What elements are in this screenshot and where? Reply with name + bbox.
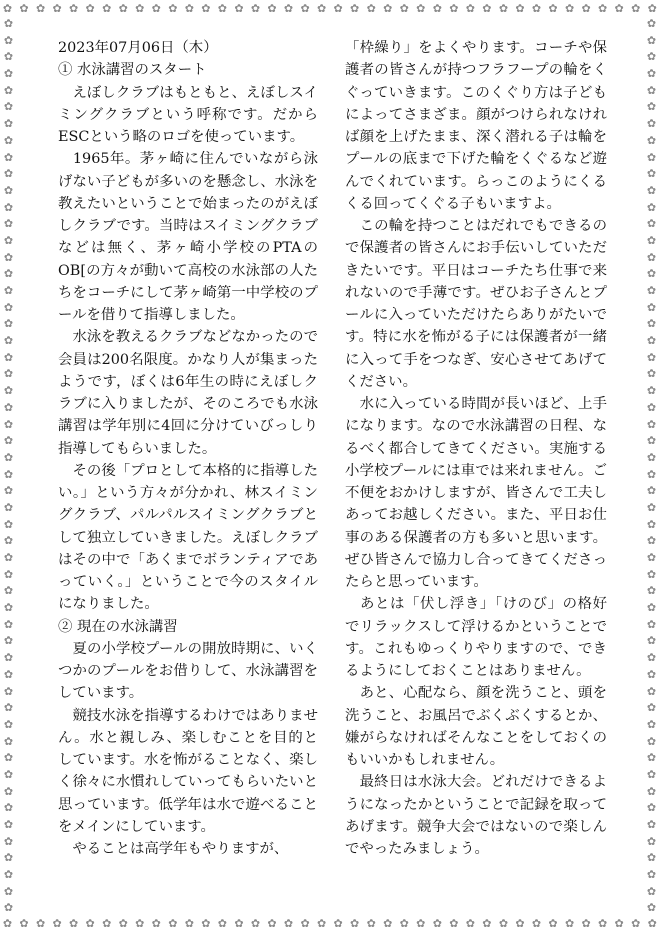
flower-icon: ✿	[201, 2, 211, 15]
flower-icon: ✿	[646, 367, 657, 381]
flower-icon: ✿	[581, 917, 591, 930]
flower-icon: ✿	[614, 2, 624, 15]
flower-icon: ✿	[3, 17, 14, 30]
flower-icon: ✿	[646, 434, 657, 448]
flower-icon: ✿	[3, 584, 14, 598]
flower-icon: ✿	[3, 167, 14, 181]
flower-icon: ✿	[3, 33, 14, 47]
flower-icon: ✿	[383, 2, 393, 15]
flower-icon: ✿	[3, 217, 14, 231]
flower-icon: ✿	[3, 851, 14, 865]
flower-icon: ✿	[646, 250, 657, 264]
flower-icon: ✿	[646, 300, 657, 314]
paragraph: 水に入っている時間が長いほど、上手になります。なので水泳講習の日程、なるべく都合してきてください。実施する小学校プールには車では来れません。ご不便をおかけしますが、皆さんで工夫しあってお越しください。また、平日お仕事のある保護者の方も多いと思います。ぜひ皆さんで協力し合ってきてくださったらと思っています。	[345, 396, 607, 590]
flower-icon: ✿	[118, 2, 128, 15]
flower-icon: ✿	[432, 2, 442, 15]
flower-icon: ✿	[646, 868, 657, 882]
flower-icon: ✿	[3, 801, 14, 815]
flower-icon: ✿	[482, 2, 492, 15]
flower-icon: ✿	[3, 634, 14, 648]
flower-icon: ✿	[646, 267, 657, 281]
paragraph: あと、心配なら、顔を洗うこと、頭を洗うこと、お風呂でぶくぶくするとか、嫌がらなければそんなことをしておくのもいいかもしれません。	[345, 685, 607, 768]
flower-icon: ✿	[515, 2, 525, 15]
paragraph: やることは高学年もやりますが、	[58, 841, 289, 857]
flower-icon: ✿	[19, 917, 29, 930]
flower-icon: ✿	[564, 2, 575, 15]
flower-icon: ✿	[646, 467, 657, 481]
flower-icon: ✿	[416, 917, 426, 930]
flower-icon: ✿	[3, 767, 14, 781]
flower-icon: ✿	[217, 2, 228, 15]
flower-icon: ✿	[3, 250, 14, 264]
flower-icon: ✿	[646, 517, 657, 531]
flower-icon: ✿	[3, 868, 14, 882]
flower-icon: ✿	[85, 917, 95, 930]
flower-icon: ✿	[3, 367, 14, 381]
flower-icon: ✿	[646, 601, 657, 615]
flower-icon: ✿	[3, 267, 14, 281]
flower-icon: ✿	[300, 917, 310, 930]
flower-icon: ✿	[432, 917, 442, 930]
flower-icon: ✿	[3, 517, 14, 531]
flower-icon: ✿	[482, 917, 492, 930]
flower-icon: ✿	[250, 2, 261, 15]
flower-icon: ✿	[3, 100, 14, 114]
flower-icon: ✿	[646, 767, 657, 781]
flower-icon: ✿	[35, 2, 46, 15]
flower-icon: ✿	[283, 2, 294, 15]
flower-icon: ✿	[102, 917, 112, 930]
flower-icon: ✿	[217, 917, 228, 930]
flower-icon: ✿	[3, 484, 14, 498]
flower-icon: ✿	[3, 834, 14, 848]
flower-icon: ✿	[350, 917, 360, 930]
flower-icon: ✿	[250, 917, 261, 930]
flower-icon: ✿	[383, 917, 393, 930]
flower-icon: ✿	[646, 834, 657, 848]
flower-icon: ✿	[3, 551, 14, 564]
flower-icon: ✿	[646, 100, 657, 114]
flower-icon: ✿	[3, 617, 14, 631]
flower-icon: ✿	[3, 434, 14, 448]
flower-icon: ✿	[646, 117, 657, 131]
flower-icon: ✿	[646, 17, 657, 30]
flower-icon: ✿	[647, 2, 657, 15]
flower-icon: ✿	[3, 317, 14, 331]
flower-icon: ✿	[646, 617, 657, 631]
flower-icon: ✿	[3, 150, 14, 164]
flower-icon: ✿	[631, 2, 641, 15]
flower-icon: ✿	[135, 917, 145, 930]
flower-icon: ✿	[102, 2, 112, 15]
flower-icon: ✿	[646, 751, 657, 765]
flower-icon: ✿	[646, 584, 657, 598]
flower-icon: ✿	[646, 183, 657, 197]
flower-icon: ✿	[69, 2, 79, 15]
flower-icon: ✿	[548, 917, 558, 930]
flower-icon: ✿	[646, 200, 657, 214]
flower-icon: ✿	[3, 784, 14, 798]
flower-icon: ✿	[598, 917, 608, 930]
flower-icon: ✿	[300, 2, 310, 15]
flower-icon: ✿	[646, 651, 657, 665]
flower-icon: ✿	[416, 2, 426, 15]
flower-icon: ✿	[3, 117, 14, 131]
flower-icon: ✿	[168, 917, 178, 930]
flower-icon: ✿	[531, 2, 542, 15]
flower-icon: ✿	[267, 2, 277, 15]
flower-icon: ✿	[646, 233, 657, 247]
flower-icon: ✿	[3, 300, 14, 314]
flower-icon: ✿	[3, 884, 14, 898]
flower-icon: ✿	[3, 400, 14, 414]
flower-icon: ✿	[646, 884, 657, 898]
flower-icon: ✿	[35, 917, 46, 930]
flower-icon: ✿	[646, 717, 657, 731]
flower-icon: ✿	[564, 917, 575, 930]
flower-icon: ✿	[3, 284, 14, 297]
flower-icon: ✿	[201, 917, 211, 930]
flower-icon: ✿	[366, 917, 376, 930]
flower-icon: ✿	[646, 334, 657, 348]
paragraph: 1965年。茅ヶ崎に住んでいながら泳げない子どもが多いのを懸念し、水泳を教えたいということで始まったのがえぼしクラブです。当時はスイミングクラブなどは無く、茅ヶ崎小学校のPTAのOB[の方々が動いて高校の水泳部の人たちをコーチにして茅ヶ崎第一中学校のプールを借りて指導しました。	[58, 151, 318, 323]
flower-icon: ✿	[234, 2, 244, 15]
flower-icon: ✿	[3, 717, 14, 731]
section-heading: ① 水泳講習のスタート	[58, 62, 207, 79]
flower-icon: ✿	[646, 167, 657, 181]
flower-icon: ✿	[3, 183, 14, 197]
flower-icon: ✿	[3, 417, 14, 431]
flower-icon: ✿	[581, 2, 591, 15]
paragraph: えぼしクラブはもともと、えぼしスイミングクラブという呼称です。だからESCという略のロゴを使っています。	[58, 84, 318, 145]
flower-icon: ✿	[631, 917, 641, 930]
flower-icon: ✿	[646, 851, 657, 865]
flower-icon: ✿	[449, 2, 459, 15]
flower-icon: ✿	[647, 917, 657, 930]
flower-icon: ✿	[3, 901, 14, 915]
flower-icon: ✿	[498, 2, 509, 15]
flower-icon: ✿	[2, 917, 13, 930]
flower-icon: ✿	[3, 751, 14, 765]
document-date: 2023年07月06日（木）	[58, 40, 218, 56]
flower-icon: ✿	[3, 233, 14, 247]
flower-icon: ✿	[3, 384, 14, 398]
flower-icon: ✿	[614, 917, 624, 930]
flower-icon: ✿	[3, 50, 14, 64]
flower-icon: ✿	[234, 917, 244, 930]
flower-icon: ✿	[316, 917, 327, 930]
right-column	[345, 37, 607, 860]
flower-icon: ✿	[646, 567, 657, 581]
flower-icon: ✿	[52, 917, 62, 930]
flower-icon: ✿	[3, 467, 14, 481]
paragraph: 競技水泳を指導するわけではありません。水と親しみ、楽しむことを目的としています。水を怖がることなく、楽しく徐々に水慣れしていってもらいたいと思っています。低学年は水で遊べることをメインにしています。	[58, 707, 318, 835]
paragraph: 「枠繰り」をよくやります。コーチや保護者の皆さんが持つフラフープの輪をくぐっていきます。このくぐり方は子どもによってさまざま。顔がつけられなければ顔を上げたまま、深く潜れる子は輪をプールの底まで下げた輪をくぐるなど遊んでくれています。らっこのようにくるくる回ってくぐる子もいますよ。	[345, 40, 607, 212]
flower-icon: ✿	[3, 667, 14, 681]
flower-icon: ✿	[646, 217, 657, 231]
flower-icon: ✿	[515, 917, 525, 930]
flower-icon: ✿	[3, 818, 14, 831]
flower-icon: ✿	[184, 2, 194, 15]
flower-icon: ✿	[399, 2, 409, 15]
flower-icon: ✿	[3, 450, 14, 464]
flower-icon: ✿	[598, 2, 608, 15]
flower-icon: ✿	[646, 317, 657, 331]
flower-icon: ✿	[267, 917, 277, 930]
paragraph: あとは「伏し浮き」「けのび」の格好でリラックスして浮けるかということです。これもゆっくりやりますので、できるようにしておくことはありません。	[345, 596, 607, 679]
paragraph: この輪を持つことはだれでもできるので保護者の皆さんにお手伝いしていただきたいです。平日はコーチたち仕事で来れないので手薄です。ぜひお子さんとプールに入っていただけたらありがたいです。特に水を怖がる子には保護者が一緒に入って手をつなぎ、安心させてあげてください。	[345, 218, 607, 390]
flower-icon: ✿	[646, 667, 657, 681]
flower-icon: ✿	[646, 417, 657, 431]
flower-icon: ✿	[168, 2, 178, 15]
flower-icon: ✿	[19, 2, 29, 15]
flower-icon: ✿	[3, 684, 14, 698]
paragraph: 最終日は水泳大会。どれだけできるようになったかということで記録を取ってあげます。競争大会ではないので楽しんでやったみましょう。	[345, 774, 607, 857]
paragraph: 夏の小学校プールの開放時期に、いくつかのプールをお借りして、水泳講習をしています。	[58, 640, 318, 702]
flower-icon: ✿	[3, 534, 14, 548]
flower-icon: ✿	[465, 2, 475, 15]
flower-icon: ✿	[646, 450, 657, 464]
flower-icon: ✿	[646, 500, 657, 514]
flower-icon: ✿	[646, 33, 657, 47]
flower-icon: ✿	[3, 701, 14, 715]
flower-icon: ✿	[531, 917, 542, 930]
flower-icon: ✿	[350, 2, 360, 15]
flower-icon: ✿	[3, 350, 14, 364]
flower-icon: ✿	[646, 818, 657, 831]
flower-icon: ✿	[646, 634, 657, 648]
flower-icon: ✿	[316, 2, 327, 15]
left-column	[58, 37, 318, 860]
flower-icon: ✿	[646, 901, 657, 915]
flower-icon: ✿	[399, 917, 409, 930]
flower-icon: ✿	[646, 384, 657, 398]
decorative-border-top	[0, 3, 660, 14]
flower-icon: ✿	[646, 551, 657, 564]
flower-icon: ✿	[135, 2, 145, 15]
flower-icon: ✿	[646, 350, 657, 364]
flower-icon: ✿	[151, 917, 161, 930]
flower-icon: ✿	[69, 917, 79, 930]
flower-icon: ✿	[646, 284, 657, 297]
flower-icon: ✿	[3, 83, 14, 97]
flower-icon: ✿	[3, 567, 14, 581]
flower-icon: ✿	[333, 917, 343, 930]
flower-icon: ✿	[548, 2, 558, 15]
section-heading: ② 現在の水泳講習	[58, 618, 178, 635]
flower-icon: ✿	[646, 400, 657, 414]
flower-icon: ✿	[3, 601, 14, 615]
flower-icon: ✿	[184, 917, 194, 930]
flower-icon: ✿	[85, 2, 95, 15]
flower-icon: ✿	[151, 2, 161, 15]
flower-icon: ✿	[52, 2, 62, 15]
flower-icon: ✿	[3, 651, 14, 665]
flower-icon: ✿	[498, 917, 509, 930]
decorative-border-left	[3, 18, 14, 914]
flower-icon: ✿	[646, 684, 657, 698]
flower-icon: ✿	[3, 133, 14, 147]
flower-icon: ✿	[646, 534, 657, 548]
flower-icon: ✿	[646, 83, 657, 97]
flower-icon: ✿	[646, 701, 657, 715]
flower-icon: ✿	[646, 784, 657, 798]
paragraph: 水泳を教えるクラブなどなかったので会員は200名限度。かなり人が集まったようです，ぼくは6年生の時にえぼしクラブに入りましたが、そのころでも水泳講習は学年別に4回に分けていびっしり指導してもらいました。	[58, 329, 318, 457]
flower-icon: ✿	[3, 334, 14, 348]
flower-icon: ✿	[449, 917, 459, 930]
paragraph: その後「プロとして本格的に指導したい。」という方々が分かれ、林スイミングクラブ、パルパルスイミングクラブとして独立していきました。えぼしクラブはその中で「あくまでボランティアであっていく。」ということで今のスタイルになりました。	[58, 462, 318, 613]
flower-icon: ✿	[646, 150, 657, 164]
flower-icon: ✿	[333, 2, 343, 15]
flower-icon: ✿	[2, 2, 13, 15]
flower-icon: ✿	[465, 917, 475, 930]
decorative-border-bottom	[0, 918, 660, 929]
flower-icon: ✿	[3, 500, 14, 514]
flower-icon: ✿	[366, 2, 376, 15]
flower-icon: ✿	[646, 801, 657, 815]
flower-icon: ✿	[3, 200, 14, 214]
flower-icon: ✿	[646, 67, 657, 81]
flower-icon: ✿	[646, 484, 657, 498]
flower-icon: ✿	[646, 734, 657, 748]
flower-icon: ✿	[3, 734, 14, 748]
flower-icon: ✿	[283, 917, 294, 930]
flower-icon: ✿	[646, 50, 657, 64]
decorative-border-right	[646, 18, 657, 914]
flower-icon: ✿	[3, 67, 14, 81]
flower-icon: ✿	[118, 917, 128, 930]
flower-icon: ✿	[646, 133, 657, 147]
